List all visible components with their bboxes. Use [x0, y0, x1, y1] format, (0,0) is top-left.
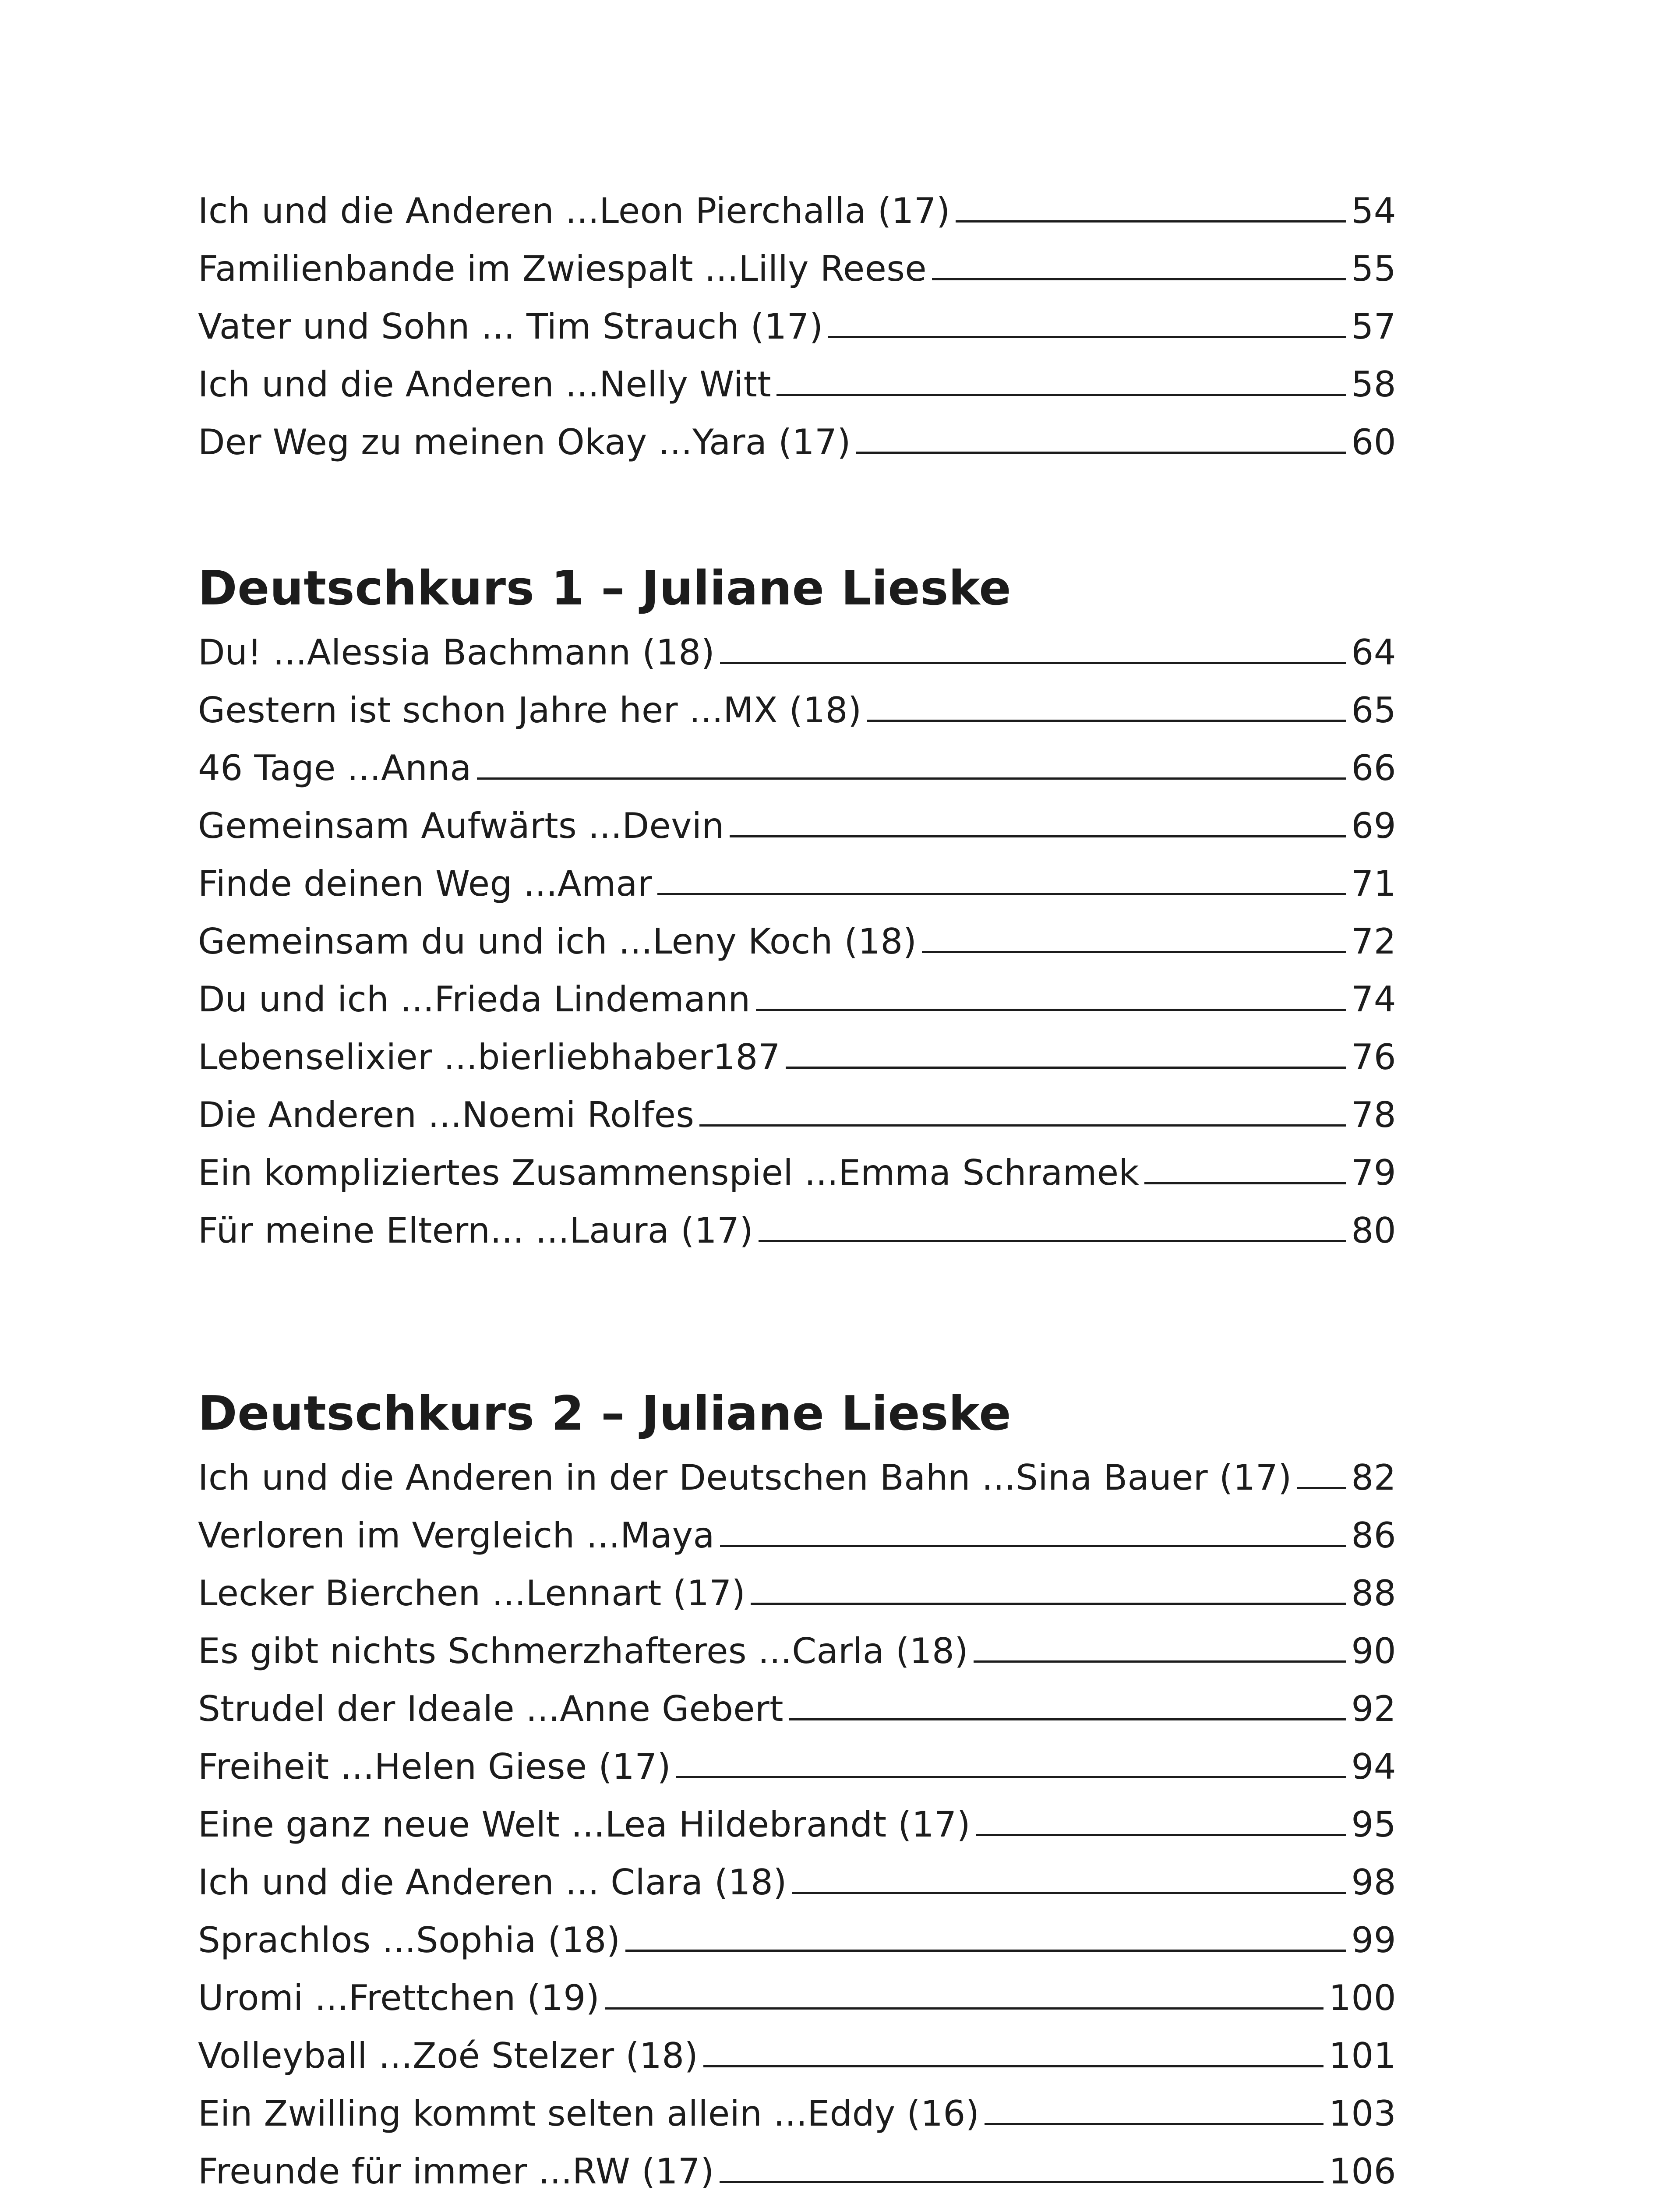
- toc-entry-title: Für meine Eltern... ...Laura (17): [198, 1210, 754, 1251]
- leader-line: [720, 2181, 1324, 2183]
- toc-entry-title: Gemeinsam du und ich ...Leny Koch (18): [198, 921, 917, 962]
- leader-line: [1297, 1487, 1346, 1489]
- toc-entry-page: 88: [1351, 1573, 1396, 1614]
- toc-entry-title: Volleyball ...Zoé Stelzer (18): [198, 2035, 699, 2076]
- toc-entry: [198, 1958, 1396, 2016]
- toc-entry: [198, 786, 1396, 844]
- toc-entry: [198, 901, 1396, 962]
- section-heading: Deutschkurs 2 – Juliane Lieske: [198, 1386, 1012, 1441]
- toc-entry: [198, 1495, 1396, 1556]
- toc-entry-page: 54: [1351, 191, 1396, 231]
- leader-line: [976, 1834, 1346, 1836]
- toc-entry-title: Vater und Sohn ... Tim Strauch (17): [198, 306, 823, 347]
- toc-entry: [198, 2131, 1396, 2189]
- leader-line: [477, 777, 1346, 780]
- leader-line: [703, 2065, 1324, 2067]
- toc-entry: [198, 229, 1396, 289]
- toc-entry-title: Ein Zwilling kommt selten allein ...Eddy (16): [198, 2093, 980, 2134]
- toc-entry: [198, 1900, 1396, 1958]
- leader-line: [828, 336, 1346, 338]
- toc-entry-page: 64: [1351, 632, 1396, 673]
- toc-entry-page: 71: [1351, 863, 1396, 904]
- toc-entry-title: Gestern ist schon Jahre her ...MX (18): [198, 690, 862, 731]
- toc-entry-page: 101: [1329, 2035, 1396, 2076]
- toc-entry-page: 82: [1351, 1457, 1396, 1498]
- toc-entry-page: 72: [1351, 921, 1396, 962]
- leader-line: [867, 720, 1346, 722]
- toc-entry: [198, 1727, 1396, 1787]
- toc-entry: [198, 2016, 1396, 2076]
- toc-entry: [198, 2073, 1396, 2134]
- toc-entry-page: 90: [1351, 1631, 1396, 1671]
- toc-entry: [198, 612, 1396, 673]
- toc-entry-page: 60: [1351, 422, 1396, 463]
- toc-section: [198, 191, 1396, 463]
- toc-entry-title: Ich und die Anderen ...Leon Pierchalla (17): [198, 191, 950, 231]
- leader-line: [974, 1660, 1346, 1663]
- leader-line: [720, 662, 1346, 664]
- leader-line: [786, 1067, 1346, 1069]
- toc-entry: [198, 1075, 1396, 1133]
- toc-entry: [198, 344, 1396, 405]
- toc-entry-title: 46 Tage ...Anna: [198, 748, 472, 788]
- toc-entry: [198, 1017, 1396, 1075]
- toc-entry-page: 99: [1351, 1920, 1396, 1960]
- toc-entry: [198, 1669, 1396, 1727]
- toc-list: [198, 612, 1396, 1251]
- leader-line: [699, 1124, 1346, 1127]
- toc-entry: [198, 1784, 1396, 1845]
- toc-entry-title: Verloren im Vergleich ...Maya: [198, 1515, 715, 1556]
- toc-entry-title: Uromi ...Frettchen (19): [198, 1978, 600, 2018]
- toc-entry-title: Strudel der Ideale ...Anne Gebert: [198, 1688, 784, 1729]
- toc-entry-page: 55: [1351, 248, 1396, 289]
- toc-entry-page: 74: [1351, 979, 1396, 1020]
- toc-entry: [198, 402, 1396, 463]
- toc-entry-title: Lebenselixier ...bierliebhaber187: [198, 1037, 780, 1077]
- table-of-contents: [198, 191, 1396, 2190]
- leader-line: [1144, 1182, 1346, 1184]
- toc-entry-page: 80: [1351, 1210, 1396, 1251]
- toc-entry: [198, 1611, 1396, 1669]
- leader-line: [751, 1603, 1346, 1605]
- leader-line: [730, 835, 1346, 837]
- toc-entry-page: 100: [1329, 1978, 1396, 2018]
- toc-entry-page: 98: [1351, 1862, 1396, 1903]
- toc-entry: [198, 1438, 1396, 1498]
- toc-entry: [198, 1553, 1396, 1614]
- toc-entry-title: Familienbande im Zwiespalt ...Lilly Reese: [198, 248, 927, 289]
- toc-entry-page: 106: [1329, 2151, 1396, 2190]
- toc-entry-page: 76: [1351, 1037, 1396, 1077]
- toc-entry: [198, 1842, 1396, 1903]
- toc-entry-page: 66: [1351, 748, 1396, 788]
- toc-entry-title: Die Anderen ...Noemi Rolfes: [198, 1095, 695, 1135]
- toc-section: [198, 1386, 1396, 2190]
- leader-line: [956, 220, 1346, 223]
- toc-entry: [198, 670, 1396, 731]
- toc-entry-title: Ich und die Anderen ...Nelly Witt: [198, 364, 771, 405]
- toc-entry: [198, 286, 1396, 347]
- toc-entry-title: Ich und die Anderen in der Deutschen Bahn ...Sina Bauer (17): [198, 1457, 1292, 1498]
- leader-line: [922, 951, 1346, 953]
- leader-line: [756, 1009, 1346, 1011]
- toc-entry: [198, 1133, 1396, 1193]
- toc-entry-title: Freiheit ...Helen Giese (17): [198, 1746, 671, 1787]
- toc-section: [198, 561, 1396, 1251]
- leader-line: [759, 1240, 1346, 1242]
- toc-entry-page: 94: [1351, 1746, 1396, 1787]
- toc-entry-page: 86: [1351, 1515, 1396, 1556]
- toc-entry: [198, 1190, 1396, 1251]
- toc-entry-title: Sprachlos ...Sophia (18): [198, 1920, 621, 1960]
- toc-entry-title: Es gibt nichts Schmerzhafteres ...Carla (18): [198, 1631, 968, 1671]
- toc-entry-page: 58: [1351, 364, 1396, 405]
- toc-entry: [198, 728, 1396, 786]
- toc-entry-title: Der Weg zu meinen Okay ...Yara (17): [198, 422, 851, 463]
- toc-entry-title: Lecker Bierchen ...Lennart (17): [198, 1573, 746, 1614]
- toc-entry-title: Du und ich ...Frieda Lindemann: [198, 979, 751, 1020]
- leader-line: [932, 278, 1346, 280]
- toc-entry-title: Du! ...Alessia Bachmann (18): [198, 632, 715, 673]
- leader-line: [657, 893, 1346, 895]
- toc-entry-page: 103: [1329, 2093, 1396, 2134]
- leader-line: [776, 394, 1346, 396]
- leader-line: [605, 2007, 1324, 2010]
- toc-entry-page: 69: [1351, 805, 1396, 846]
- leader-line: [676, 1776, 1346, 1778]
- toc-entry: [198, 191, 1396, 231]
- toc-list: [198, 191, 1396, 463]
- leader-line: [792, 1892, 1346, 1894]
- leader-line: [789, 1718, 1346, 1720]
- toc-entry-title: Finde deinen Weg ...Amar: [198, 863, 653, 904]
- leader-line: [985, 2123, 1324, 2125]
- toc-entry-title: Eine ganz neue Welt ...Lea Hildebrandt (17): [198, 1804, 971, 1845]
- toc-entry-page: 78: [1351, 1095, 1396, 1135]
- leader-line: [856, 452, 1346, 454]
- toc-entry: [198, 844, 1396, 904]
- leader-line: [625, 1950, 1346, 1952]
- toc-list: [198, 1438, 1396, 2189]
- toc-entry-title: Gemeinsam Aufwärts ...Devin: [198, 805, 724, 846]
- leader-line: [720, 1545, 1346, 1547]
- toc-entry-title: Ein kompliziertes Zusammenspiel ...Emma Schramek: [198, 1152, 1140, 1193]
- toc-entry-page: 57: [1351, 306, 1396, 347]
- section-heading: Deutschkurs 1 – Juliane Lieske: [198, 561, 1012, 616]
- toc-entry-page: 65: [1351, 690, 1396, 731]
- toc-entry-title: Ich und die Anderen ... Clara (18): [198, 1862, 787, 1903]
- toc-entry-page: 79: [1351, 1152, 1396, 1193]
- toc-entry-page: 95: [1351, 1804, 1396, 1845]
- toc-entry-page: 92: [1351, 1688, 1396, 1729]
- toc-entry-title: Freunde für immer ...RW (17): [198, 2151, 714, 2190]
- toc-entry: [198, 959, 1396, 1020]
